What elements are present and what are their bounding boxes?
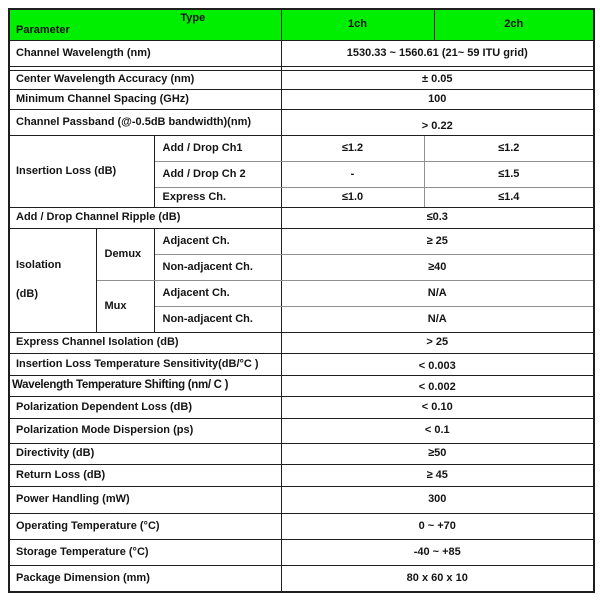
- row-add-drop-channel-ripple: [9, 207, 594, 228]
- add-drop-ripple-value: ≤0.3: [281, 207, 594, 228]
- row-isolation-demux-adjacent: [9, 228, 594, 254]
- wavelength-temp-shifting-label: Wavelength Temperature Shifting (nm/ C ): [9, 375, 281, 396]
- storage-temperature-value: -40 ~ +85: [281, 539, 594, 565]
- insertion-loss-sub-ch1: Add / Drop Ch1: [154, 135, 281, 161]
- row-wavelength-temp-shifting: [9, 375, 594, 396]
- header-corner-cell: [9, 9, 281, 40]
- insertion-loss-label: Insertion Loss (dB): [9, 135, 154, 207]
- row-package-dimension: [9, 565, 594, 592]
- row-il-temp-sensitivity: [9, 353, 594, 375]
- package-dimension-value: 80 x 60 x 10: [281, 565, 594, 592]
- row-channel-passband: [9, 109, 594, 135]
- isolation-mux-adjacent-value: N/A: [281, 280, 594, 306]
- directivity-label: Directivity (dB): [9, 443, 281, 464]
- pmd-value: < 0.1: [281, 418, 594, 443]
- row-storage-temperature: [9, 539, 594, 565]
- return-loss-value: ≥ 45: [281, 464, 594, 486]
- row-isolation-mux-adjacent: [9, 280, 594, 306]
- header-type-label: Type: [180, 12, 206, 24]
- row-center-wavelength-accuracy: [9, 70, 594, 89]
- insertion-loss-ch1-2ch: ≤1.2: [424, 135, 594, 161]
- insertion-loss-express-1ch: ≤1.0: [281, 187, 424, 207]
- channel-passband-label: Channel Passband (@-0.5dB bandwidth)(nm): [9, 109, 281, 135]
- table-header-row: [9, 9, 594, 40]
- row-polarization-mode-dispersion: [9, 418, 594, 443]
- channel-passband-value: > 0.22: [281, 109, 594, 135]
- insertion-loss-ch1-1ch: ≤1.2: [281, 135, 424, 161]
- storage-temperature-label: Storage Temperature (°C): [9, 539, 281, 565]
- insertion-loss-ch2-1ch: -: [281, 161, 424, 187]
- isolation-mux-nonadjacent-value: N/A: [281, 306, 594, 332]
- row-directivity: [9, 443, 594, 464]
- isolation-demux-nonadjacent-label: Non-adjacent Ch.: [154, 254, 281, 280]
- power-handling-label: Power Handling (mW): [9, 486, 281, 513]
- pdl-label: Polarization Dependent Loss (dB): [9, 396, 281, 418]
- package-dimension-label: Package Dimension (mm): [9, 565, 281, 592]
- row-return-loss: [9, 464, 594, 486]
- center-wavelength-accuracy-value: ± 0.05: [281, 70, 594, 89]
- operating-temperature-value: 0 ~ +70: [281, 513, 594, 539]
- insertion-loss-express-2ch: ≤1.4: [424, 187, 594, 207]
- row-polarization-dependent-loss: [9, 396, 594, 418]
- row-insertion-loss-ch1: [9, 135, 594, 161]
- return-loss-label: Return Loss (dB): [9, 464, 281, 486]
- operating-temperature-label: Operating Temperature (°C): [9, 513, 281, 539]
- minimum-channel-spacing-value: 100: [281, 89, 594, 109]
- isolation-label-line2: (dB): [16, 288, 38, 300]
- row-channel-wavelength: [9, 40, 594, 66]
- spec-table: [8, 8, 595, 593]
- isolation-mux-nonadjacent-label: Non-adjacent Ch.: [154, 306, 281, 332]
- minimum-channel-spacing-label: Minimum Channel Spacing (GHz): [9, 89, 281, 109]
- isolation-demux-adjacent-label: Adjacent Ch.: [154, 228, 281, 254]
- isolation-demux-nonadjacent-value: ≥40: [281, 254, 594, 280]
- pdl-value: < 0.10: [281, 396, 594, 418]
- pmd-label: Polarization Mode Dispersion (ps): [9, 418, 281, 443]
- directivity-value: ≥50: [281, 443, 594, 464]
- insertion-loss-sub-ch2: Add / Drop Ch 2: [154, 161, 281, 187]
- il-temp-sensitivity-label: Insertion Loss Temperature Sensitivity(dB/°C ): [9, 353, 281, 375]
- isolation-label-line1: Isolation: [16, 259, 62, 272]
- wavelength-temp-shifting-value: < 0.002: [281, 375, 594, 396]
- center-wavelength-accuracy-label: Center Wavelength Accuracy (nm): [9, 70, 281, 89]
- isolation-group-mux: Mux: [96, 280, 154, 332]
- isolation-mux-adjacent-label: Adjacent Ch.: [154, 280, 281, 306]
- insertion-loss-sub-express: Express Ch.: [154, 187, 281, 207]
- express-channel-isolation-label: Express Channel Isolation (dB): [9, 332, 281, 353]
- row-minimum-channel-spacing: [9, 89, 594, 109]
- row-express-channel-isolation: [9, 332, 594, 353]
- row-operating-temperature: [9, 513, 594, 539]
- header-parameter-label: Parameter: [16, 23, 70, 36]
- channel-wavelength-label: Channel Wavelength (nm): [9, 40, 281, 66]
- express-channel-isolation-value: > 25: [281, 332, 594, 353]
- row-power-handling: [9, 486, 594, 513]
- isolation-demux-adjacent-value: ≥ 25: [281, 228, 594, 254]
- channel-wavelength-value: 1530.33 ~ 1560.61 (21~ 59 ITU grid): [281, 40, 594, 66]
- il-temp-sensitivity-value: < 0.003: [281, 353, 594, 375]
- insertion-loss-ch2-2ch: ≤1.5: [424, 161, 594, 187]
- add-drop-ripple-label: Add / Drop Channel Ripple (dB): [9, 207, 281, 228]
- isolation-label: [9, 228, 96, 332]
- power-handling-value: 300: [281, 486, 594, 513]
- header-col-2ch: 2ch: [434, 9, 594, 40]
- header-col-1ch: 1ch: [281, 9, 434, 40]
- isolation-group-demux: Demux: [96, 228, 154, 280]
